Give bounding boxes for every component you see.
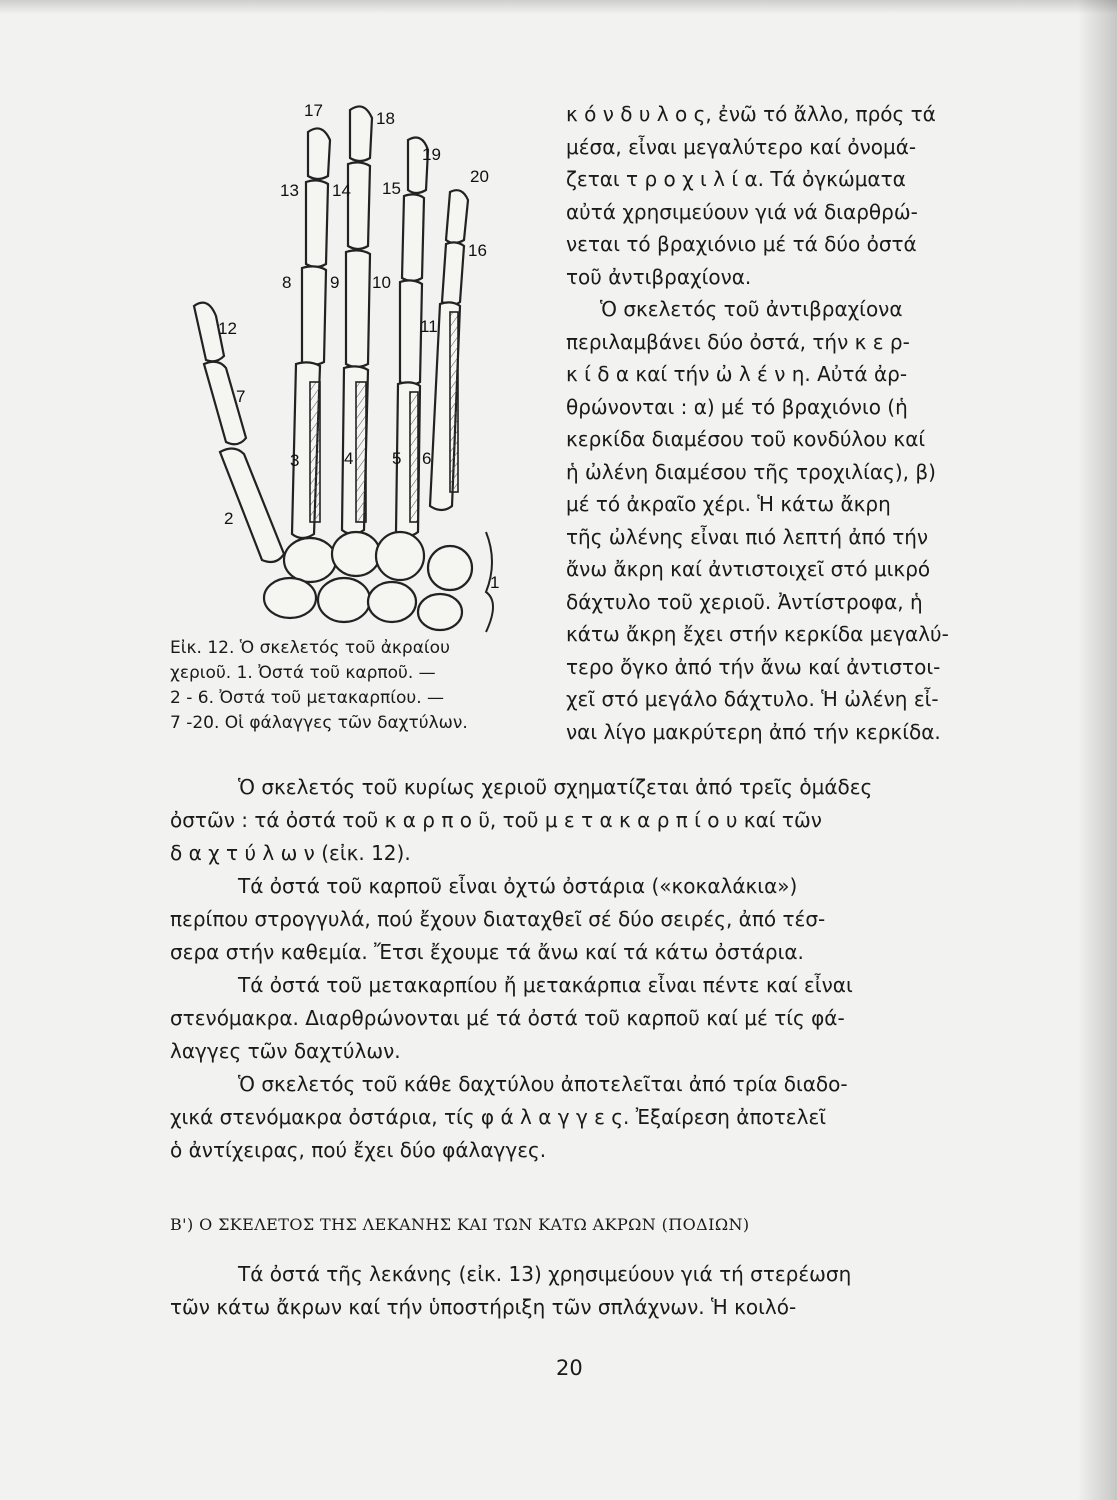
text-line: χικά στενόμακρα ὀστάρια, τίς φ ά λ α γ γ ε ς. Ἐξαίρεση ἀποτελεῖ [170, 1105, 827, 1129]
carpal [264, 578, 316, 618]
right-text-column [566, 98, 1016, 748]
text-line: ζεται τ ρ ο χ ι λ ί α. Τά ὀγκώματα [566, 167, 906, 191]
text-line: κερκίδα διαμέσου τοῦ κονδύλου καί [566, 427, 926, 451]
bone [220, 448, 284, 562]
hand-skeleton-figure [160, 92, 530, 642]
hand-skeleton-illustration [160, 92, 530, 642]
carpal [376, 532, 424, 580]
text-line: τῆς ὠλένης εἶναι πιό λεπτή ἀπό τήν [566, 524, 929, 549]
label-8: 8 [282, 273, 292, 292]
label-15: 15 [382, 179, 401, 198]
text-line: τῶν κάτω ἄκρων καί τήν ὑποστήριξη τῶν σπλάχνων. Ἡ κοιλό- [170, 1295, 797, 1319]
caption-line: χεριοῦ. 1. Ὀστά τοῦ καρποῦ. — [170, 663, 436, 683]
label-17: 17 [304, 101, 323, 120]
page-number: 20 [556, 1356, 583, 1380]
bone [306, 180, 328, 267]
bone [302, 266, 326, 365]
label-6: 6 [422, 449, 432, 468]
text-line: δάχτυλο τοῦ χεριοῦ. Ἀντίστροφα, ἡ [566, 589, 923, 614]
label-10: 10 [372, 273, 391, 292]
carpal-bones [264, 532, 472, 630]
text-line: ὀστῶν : τά ὀστά τοῦ κ α ρ π ο ῦ, τοῦ μ ε τ α κ α ρ π ί ο υ καί τῶν [170, 808, 822, 832]
bone [350, 106, 372, 161]
shade [310, 382, 320, 522]
body-text-continued [170, 1258, 1010, 1324]
text-line: Τά ὀστά τῆς λεκάνης (εἰκ. 13) χρησιμεύουν γιά τή στερέωση [238, 1262, 852, 1286]
label-5: 5 [392, 449, 402, 468]
label-14: 14 [332, 181, 351, 200]
text-line: Ὁ σκελετός τοῦ κυρίως χεριοῦ σχηματίζεται ἀπό τρεῖς ὁμάδες [238, 775, 873, 799]
label-11: 11 [420, 317, 438, 336]
text-line: ἡ ὠλένη διαμέσου τῆς τροχιλίας), β) [566, 459, 936, 484]
bone [402, 194, 424, 281]
bone [400, 280, 422, 385]
text-line: στενόμακρα. Διαρθρώνονται μέ τά ὀστά τοῦ καρποῦ καί μέ τίς φά- [170, 1006, 845, 1030]
carpal [428, 546, 472, 590]
label-2: 2 [224, 509, 234, 528]
text-line: αὐτά χρησιμεύουν γιά νά διαρθρώ- [566, 199, 918, 224]
figure-caption [170, 636, 528, 736]
bone [308, 128, 330, 179]
shade [356, 382, 366, 522]
bone [446, 190, 468, 243]
carpal [418, 594, 462, 630]
text-line: Τά ὀστά τοῦ καρποῦ εἶναι ὀχτώ ὀστάρια («κοκαλάκια») [238, 874, 798, 898]
text-line: ναι λίγο μακρύτερη ἀπό τήν κερκίδα. [566, 719, 941, 744]
caption-line: Εἰκ. 12. Ὁ σκελετός τοῦ ἀκραίου [170, 638, 450, 658]
text-line: Ὁ σκελετός τοῦ ἀντιβραχίονα [600, 297, 903, 321]
text-line: τερο ὄγκο ἀπό τήν ἄνω καί ἀντιστοι- [566, 654, 941, 679]
body-text [170, 771, 1010, 1167]
label-1: 1 [490, 573, 500, 592]
text-line: νεται τό βραχιόνιο μέ τά δύο ὀστά [566, 232, 917, 256]
bone [346, 250, 370, 367]
text-line: λαγγες τῶν δαχτύλων. [170, 1039, 401, 1063]
carpal [332, 532, 380, 576]
label-13: 13 [280, 181, 299, 200]
label-7: 7 [236, 387, 246, 406]
label-3: 3 [290, 451, 300, 470]
text-line: Ὁ σκελετός τοῦ κάθε δαχτύλου ἀποτελεῖται ἀπό τρία διαδο- [238, 1072, 848, 1096]
text-line: κάτω ἄκρη ἔχει στήν κερκίδα μεγαλύ- [566, 622, 949, 646]
shade [410, 392, 418, 522]
text-line: μέ τό ἀκραῖο χέρι. Ἡ κάτω ἄκρη [566, 492, 891, 516]
text-line: ὁ ἀντίχειρας, πού ἔχει δύο φάλαγγες. [170, 1138, 547, 1162]
bone [442, 242, 464, 305]
text-line: ἄνω ἄκρη καί ἀντιστοιχεῖ στό μικρό [566, 557, 931, 581]
carpal [284, 538, 336, 582]
label-16: 16 [468, 241, 487, 260]
section-heading: Β') Ο ΣΚΕΛΕΤΟΣ ΤΗΣ ΛΕΚΑΝΗΣ ΚΑΙ ΤΩΝ ΚΑΤΩ ΑΚΡΩΝ (ΠΟΔΙΩΝ) [170, 1215, 750, 1234]
carpal [318, 578, 370, 622]
text-line: μέσα, εἶναι μεγαλύτερο καί ὀνομά- [566, 134, 917, 159]
text-line: δ α χ τ ύ λ ω ν (εἰκ. 12). [170, 841, 411, 865]
label-18: 18 [376, 109, 395, 128]
text-line: σερα στήν καθεμία. Ἔτσι ἔχουμε τά ἄνω καί τά κάτω ὀστάρια. [170, 940, 804, 964]
bone [348, 162, 370, 249]
text-line: χεῖ στό μεγάλο δάχτυλο. Ἡ ὠλένη εἶ- [566, 687, 939, 711]
caption-line: 7 -20. Οἱ φάλαγγες τῶν δαχτύλων. [170, 713, 468, 733]
label-20: 20 [470, 167, 489, 186]
shade [450, 312, 458, 492]
text-line: περιλαμβάνει δύο ὀστά, τήν κ ε ρ- [566, 329, 910, 354]
label-4: 4 [344, 449, 354, 468]
text-line: κ ί δ α καί τήν ὠ λ έ ν η. Αὐτά ἀρ- [566, 362, 908, 386]
scan-shadow-right [1077, 0, 1117, 1500]
scan-shadow-top [0, 0, 1117, 14]
text-line: Τά ὀστά τοῦ μετακαρπίου ἤ μετακάρπια εἶναι πέντε καί εἶναι [238, 973, 853, 997]
carpal [368, 582, 416, 622]
text-line: κ ό ν δ υ λ ο ς, ἐνῶ τό ἄλλο, πρός τά [566, 102, 936, 126]
text-line: περίπου στρογγυλά, πού ἔχουν διαταχθεῖ σέ δύο σειρές, ἀπό τέσ- [170, 907, 826, 931]
caption-line: 2 - 6. Ὀστά τοῦ μετακαρπίου. — [170, 688, 445, 708]
label-12: 12 [218, 319, 237, 338]
text-line: τοῦ ἀντιβραχίονα. [566, 264, 752, 289]
text-line: θρώνονται : α) μέ τό βραχιόνιο (ἡ [566, 394, 908, 419]
label-9: 9 [330, 273, 340, 292]
label-19: 19 [422, 145, 441, 164]
